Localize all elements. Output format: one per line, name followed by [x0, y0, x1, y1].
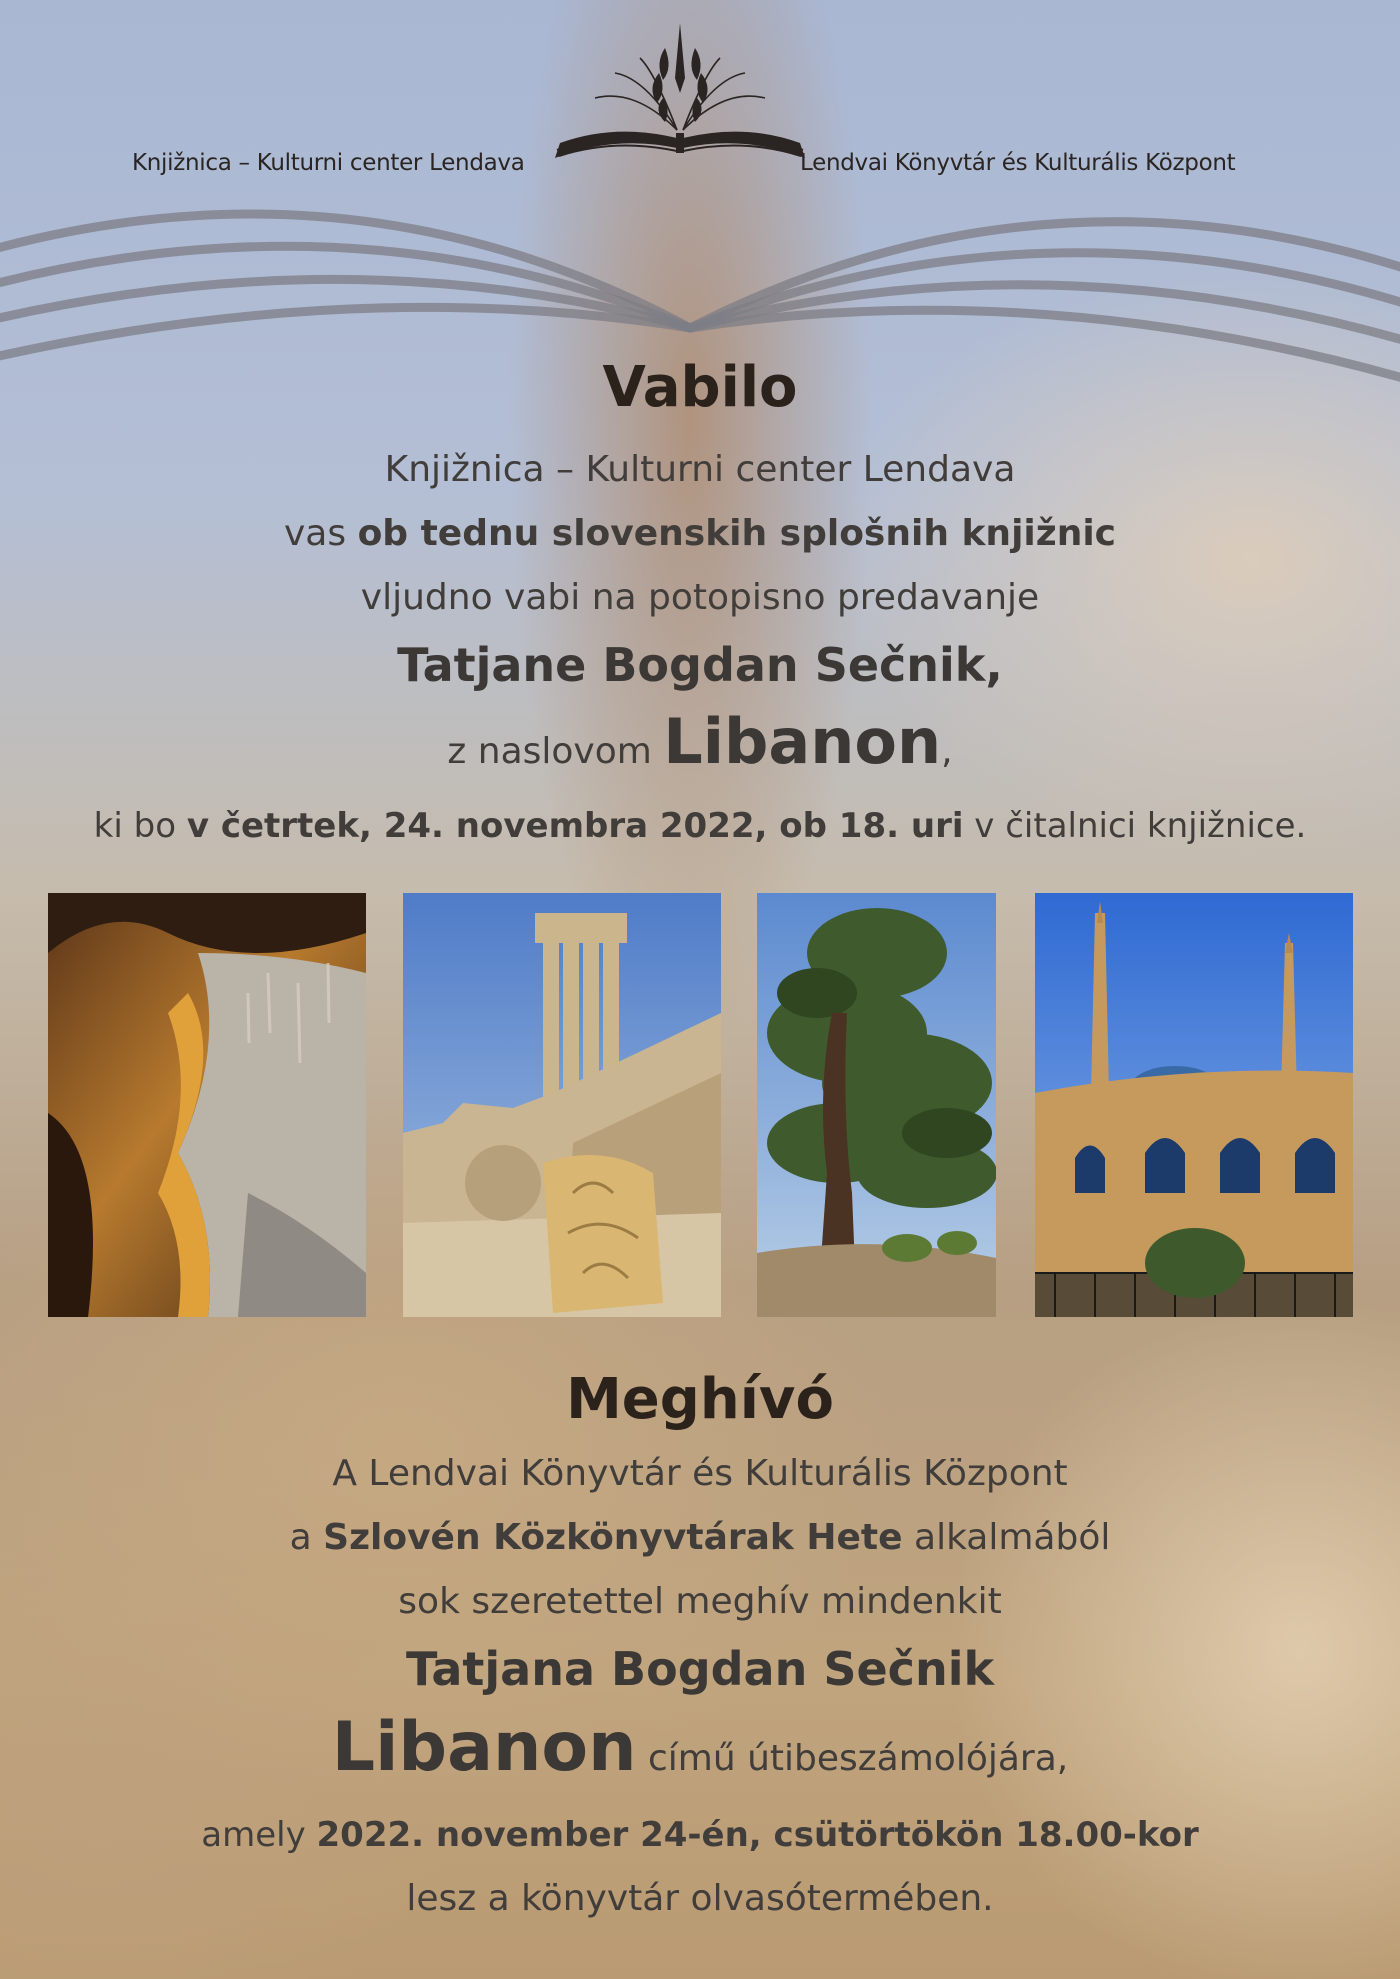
hungarian-date-line	[0, 1803, 1400, 1867]
slovenian-topic-post: ,	[941, 731, 953, 772]
hungarian-occasion	[0, 1506, 1400, 1570]
slovenian-occasion-bold: ob tednu slovenskih splošnih knjižnic	[357, 513, 1117, 554]
hungarian-topic-post: című útibeszámolójára,	[636, 1738, 1069, 1779]
ruins-photo	[403, 893, 721, 1317]
slovenian-topic-line	[0, 700, 1400, 794]
header-library-name-hungarian: Lendvai Könyvtár és Kulturális Központ	[800, 150, 1236, 176]
hungarian-organizer: A Lendvai Könyvtár és Kulturális Központ	[332, 1453, 1068, 1494]
hungarian-occasion-pre: a	[289, 1517, 324, 1558]
cave-photo	[48, 893, 366, 1317]
hungarian-title: Meghívó	[566, 1367, 834, 1432]
cedar-tree-photo	[757, 893, 996, 1317]
slovenian-title: Vabilo	[602, 355, 798, 420]
hungarian-topic: Libanon	[331, 1708, 637, 1787]
hungarian-date-bold: 2022. november 24-én, csütörtökön 18.00-kor	[316, 1815, 1199, 1855]
hungarian-occasion-bold: Szlovén Közkönyvtárak Hete	[323, 1517, 903, 1558]
hungarian-speaker: Tatjana Bogdan Sečnik	[405, 1642, 995, 1696]
slovenian-date-post: v čitalnici knjižnice.	[963, 806, 1307, 846]
slovenian-topic: Libanon	[663, 705, 942, 778]
slovenian-date-bold: v četrtek, 24. novembra 2022, ob 18. uri	[186, 806, 964, 846]
photo-strip	[0, 893, 1400, 1317]
slovenian-invitation	[0, 350, 1400, 858]
slovenian-date-line	[0, 794, 1400, 858]
hungarian-topic-line	[0, 1704, 1400, 1803]
header-library-name-slovenian: Knjižnica – Kulturni center Lendava	[132, 150, 525, 176]
hungarian-date-pre: amely	[201, 1815, 317, 1855]
hungarian-invitation	[0, 1362, 1400, 1931]
hungarian-occasion-post: alkalmából	[902, 1517, 1111, 1558]
hungarian-invite-text: sok szeretettel meghív mindenkit	[398, 1581, 1002, 1622]
slovenian-organizer: Knjižnica – Kulturni center Lendava	[384, 449, 1016, 490]
slovenian-occasion-pre: vas	[283, 513, 358, 554]
hungarian-venue: lesz a könyvtár olvasótermében.	[406, 1878, 994, 1919]
slovenian-speaker: Tatjane Bogdan Sečnik,	[397, 638, 1003, 692]
slovenian-date-pre: ki bo	[93, 806, 187, 846]
slovenian-invite-text: vljudno vabi na potopisno predavanje	[360, 577, 1040, 618]
mosque-photo	[1035, 893, 1353, 1317]
open-book-with-wheat-logo-icon	[555, 18, 805, 173]
slovenian-topic-pre: z naslovom	[447, 731, 664, 772]
slovenian-occasion	[0, 502, 1400, 566]
